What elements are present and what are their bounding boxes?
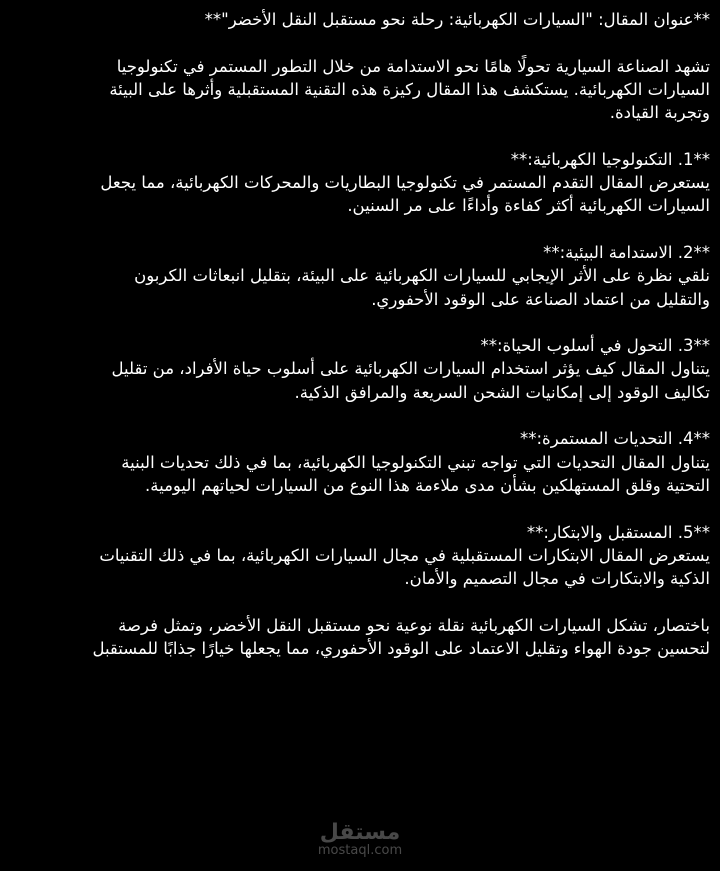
- section-5-heading: **5. المستقبل والابتكار:**: [526, 522, 710, 542]
- section-1-line-1: يستعرض المقال التقدم المستمر في تكنولوجيا البطاريات والمحركات الكهربائية، مما يجعل: [100, 173, 710, 193]
- section-2-line-2: والتقليل من اعتماد الصناعة على الوقود الأحفوري.: [371, 289, 710, 309]
- blank-line: [8, 124, 710, 147]
- intro-line-2: السيارات الكهربائية. يستكشف هذا المقال ركيزة هذه التقنية المستقبلية وأثرها على البيئة: [109, 79, 710, 99]
- watermark-logo: مستقل: [319, 820, 401, 845]
- blank-line: [8, 31, 710, 54]
- section-3-heading: **3. التحول في أسلوب الحياة:**: [480, 336, 710, 356]
- section-2-heading: **2. الاستدامة البيئية:**: [543, 242, 710, 262]
- section-1-line-2: السيارات الكهربائية أكثر كفاءة وأداءًا على مر السنين.: [347, 196, 710, 216]
- blank-line: [8, 404, 710, 427]
- blank-line: [8, 311, 710, 334]
- article-title: **عنوان المقال: "السيارات الكهربائية: رحلة نحو مستقبل النقل الأخضر"**: [204, 10, 710, 29]
- watermark-text: mostaql.com: [317, 843, 403, 858]
- intro-line-3: وتجربة القيادة.: [609, 103, 710, 123]
- conclusion-line-2: لتحسين جودة الهواء وتقليل الاعتماد على الوقود الأحفوري، مما يجعلها خيارًا جذابًا للمستقبل: [92, 639, 710, 659]
- section-3-line-2: تكاليف الوقود إلى إمكانيات الشحن السريعة والمرافق الذكية.: [294, 382, 710, 402]
- blank-line: [8, 497, 710, 520]
- section-5-line-2: الذكية والابتكارات في مجال التصميم والأمان.: [404, 569, 710, 589]
- section-2-line-1: نلقي نظرة على الأثر الإيجابي للسيارات الكهربائية على البيئة، بتقليل انبعاثات الكربون: [134, 266, 710, 286]
- conclusion-line-1: باختصار، تشكل السيارات الكهربائية نقلة نوعية نحو مستقبل النقل الأخضر، وتمثل فرصة: [118, 615, 710, 635]
- blank-line: [8, 590, 710, 613]
- intro-line-1: تشهد الصناعة السيارية تحولًا هامًا نحو الاستدامة من خلال التطور المستمر في تكنولوجيا: [116, 56, 710, 76]
- section-4-line-1: يتناول المقال التحديات التي تواجه تبني التكنولوجيا الكهربائية، بما في ذلك تحديات البنية: [121, 452, 710, 472]
- section-4-heading: **4. التحديات المستمرة:**: [520, 429, 710, 449]
- section-4-line-2: التحتية وقلق المستهلكين بشأن مدى ملاءمة هذا النوع من السيارات لحياتهم اليومية.: [145, 475, 710, 495]
- section-5-line-1: يستعرض المقال الابتكارات المستقبلية في مجال السيارات الكهربائية، بما في ذلك التقنيات: [99, 545, 710, 565]
- section-1-heading: **1. التكنولوجيا الكهربائية:**: [510, 149, 710, 169]
- blank-line: [8, 218, 710, 241]
- section-3-line-1: يتناول المقال كيف يؤثر استخدام السيارات الكهربائية على أسلوب حياة الأفراد، من تقليل: [111, 359, 710, 379]
